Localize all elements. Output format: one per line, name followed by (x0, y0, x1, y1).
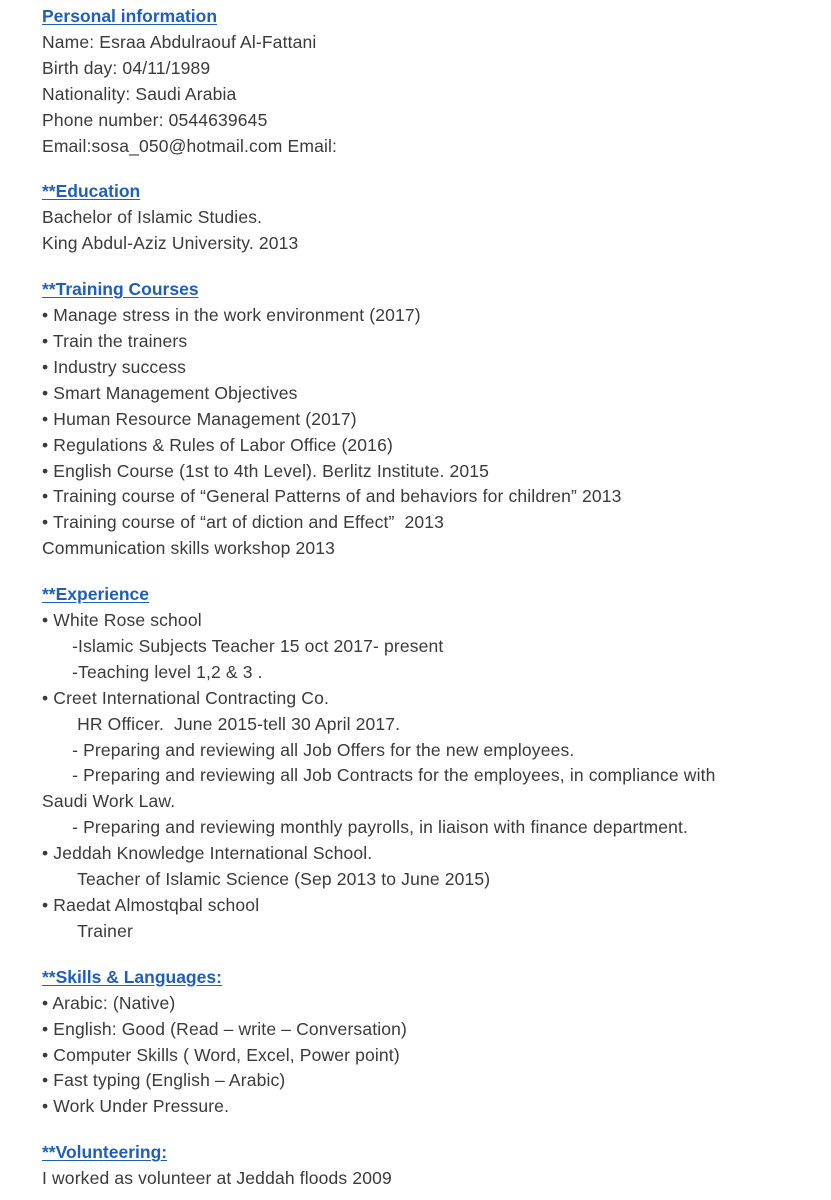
training-course-item: • Regulations & Rules of Labor Office (2016) (42, 434, 393, 455)
education-heading: **Education (42, 181, 141, 202)
training-course-item: • Training course of “art of diction and Effect” 2013 (42, 512, 445, 533)
skills-languages-heading: **Skills & Languages: (42, 966, 222, 987)
training-course-item: • English Course (1st to 4th Level). Berlitz Institute. 2015 (42, 460, 490, 481)
resume-document (42, 4, 812, 1192)
training-courses-section (42, 277, 812, 562)
training-course-item: • Train the trainers (42, 330, 188, 351)
experience-line: - Preparing and reviewing monthly payrolls, in liaison with finance department. (42, 817, 688, 838)
experience-line: HR Officer. June 2015-tell 30 April 2017. (42, 713, 401, 734)
personal-nationality: Nationality: Saudi Arabia (42, 83, 237, 104)
training-course-item: • Industry success (42, 356, 187, 377)
personal-information-section (42, 4, 812, 159)
education-section (42, 179, 812, 257)
training-course-item: • Manage stress in the work environment (2017) (42, 305, 421, 326)
personal-name: Name: Esraa Abdulraouf Al-Fattani (42, 31, 317, 52)
training-courses-heading: **Training Courses (42, 279, 199, 300)
experience-line: Saudi Work Law. (42, 791, 176, 812)
experience-line: • White Rose school (42, 610, 202, 631)
training-course-item: Communication skills workshop 2013 (42, 538, 336, 559)
personal-birthday: Birth day: 04/11/1989 (42, 57, 211, 78)
personal-email: Email:sosa_050@hotmail.com Email: (42, 135, 338, 156)
training-course-item: • Smart Management Objectives (42, 382, 298, 403)
skill-item: • English: Good (Read – write – Conversation) (42, 1018, 407, 1039)
skill-item: • Arabic: (Native) (42, 992, 176, 1013)
training-course-item: • Human Resource Management (2017) (42, 408, 357, 429)
skill-item: • Fast typing (English – Arabic) (42, 1070, 286, 1091)
experience-line: - Preparing and reviewing all Job Contracts for the employees, in compliance with (42, 765, 716, 786)
experience-heading: **Experience (42, 584, 150, 605)
experience-line: • Jeddah Knowledge International School. (42, 843, 373, 864)
experience-line: Teacher of Islamic Science (Sep 2013 to June 2015) (42, 869, 491, 890)
personal-phone: Phone number: 0544639645 (42, 109, 268, 130)
experience-line: -Islamic Subjects Teacher 15 oct 2017- present (42, 635, 444, 656)
skill-item: • Computer Skills ( Word, Excel, Power point) (42, 1044, 400, 1065)
experience-line: - Preparing and reviewing all Job Offers for the new employees. (42, 739, 575, 760)
volunteering-section (42, 1140, 812, 1192)
experience-line: -Teaching level 1,2 & 3 . (42, 661, 263, 682)
experience-line: • Creet International Contracting Co. (42, 687, 329, 708)
skill-item: • Work Under Pressure. (42, 1096, 230, 1117)
education-university: King Abdul-Aziz University. 2013 (42, 233, 299, 254)
experience-section (42, 582, 812, 945)
skills-languages-section (42, 965, 812, 1120)
training-course-item: • Training course of “General Patterns of and behaviors for children” 2013 (42, 486, 622, 507)
personal-information-heading: Personal information (42, 6, 218, 26)
experience-line: • Raedat Almostqbal school (42, 895, 260, 915)
volunteering-item: I worked as volunteer at Jeddah floods 2009 (42, 1168, 392, 1189)
experience-line: Trainer (42, 920, 133, 941)
volunteering-heading: **Volunteering: (42, 1142, 168, 1163)
education-degree: Bachelor of Islamic Studies. (42, 207, 263, 228)
